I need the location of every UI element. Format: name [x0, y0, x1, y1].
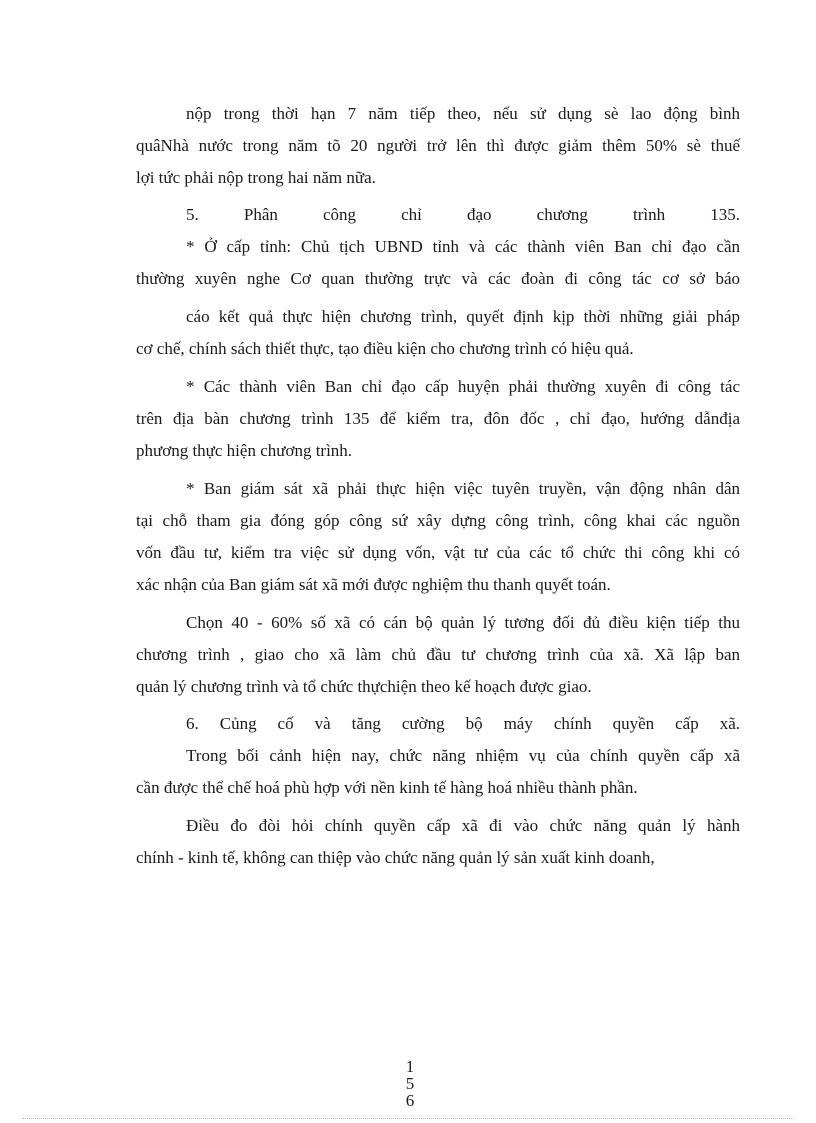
text-line: tại chỗ tham gia đóng góp công sứ xây dựng công trình, công khai các nguồn: [136, 511, 740, 530]
text-line: trên địa bàn chương trình 135 để kiểm tra, đôn đốc , chỉ đạo, hướng dẫnđịa: [136, 409, 740, 428]
text-line: * Ban giám sát xã phải thực hiện việc tuyên truyền, vận động nhân dân: [186, 479, 740, 498]
text-line: Chọn 40 - 60% số xã có cán bộ quản lý tương đối đủ điều kiện tiếp thu: [186, 613, 740, 632]
text-line: quâNhà nước trong năm tõ 20 người trở lên thì được giảm thêm 50% sè thuế: [136, 136, 740, 155]
section-heading-5: 5. Phân công chỉ đạo chương trình 135.: [186, 205, 740, 224]
text-line: xác nhận của Ban giám sát xã mới được nghiệm thu thanh quyết toán.: [136, 575, 611, 594]
text-line: chương trình , giao cho xã làm chủ đầu tư chương trình của xã. Xã lập ban: [136, 645, 740, 664]
text-line: * Ở cấp tỉnh: Chủ tịch UBND tỉnh và các thành viên Ban chỉ đạo cần: [186, 237, 740, 256]
text-line: phương thực hiện chương trình.: [136, 441, 353, 460]
text-line: cáo kết quả thực hiện chương trình, quyết định kịp thời những giải pháp: [186, 307, 740, 326]
text-line: thường xuyên nghe Cơ quan thường trực và các đoàn đi công tác cơ sở báo: [136, 269, 740, 288]
page-number-digit: 1: [405, 1057, 415, 1076]
text-line: nộp trong thời hạn 7 năm tiếp theo, nếu sử dụng sè lao động bình: [186, 104, 740, 123]
body-text: [136, 98, 740, 874]
text-line: Trong bối cảnh hiện nay, chức năng nhiệm vụ của chính quyền cấp xã: [186, 746, 740, 765]
text-line: * Các thành viên Ban chỉ đạo cấp huyện phải thường xuyên đi công tác: [186, 377, 740, 396]
text-line: cần được thể chế hoá phù hợp với nền kinh tế hàng hoá nhiều thành phần.: [136, 778, 638, 797]
text-line: lợi tức phải nộp trong hai năm nữa.: [136, 168, 376, 187]
text-line: Điều đo đòi hỏi chính quyền cấp xã đi vào chức năng quản lý hành: [186, 816, 740, 835]
page-number-digit: 6: [405, 1091, 415, 1110]
text-line: chính - kinh tế, không can thiệp vào chức năng quản lý sản xuất kinh doanh,: [136, 848, 655, 867]
section-heading-6: 6. Củng cố và tăng cường bộ máy chính quyền cấp xã.: [186, 714, 740, 733]
text-line: cơ chế, chính sách thiết thực, tạo điều kiện cho chương trình có hiệu quả.: [136, 339, 634, 358]
text-line: vốn đầu tư, kiểm tra việc sử dụng vốn, vật tư của các tổ chức thi công khi có: [136, 543, 740, 562]
page-number: [400, 1058, 420, 1109]
text-line: quản lý chương trình và tổ chức thựchiện theo kế hoạch được giao.: [136, 677, 592, 696]
footer-divider: [22, 1118, 794, 1119]
page-number-digit: 5: [405, 1074, 415, 1093]
